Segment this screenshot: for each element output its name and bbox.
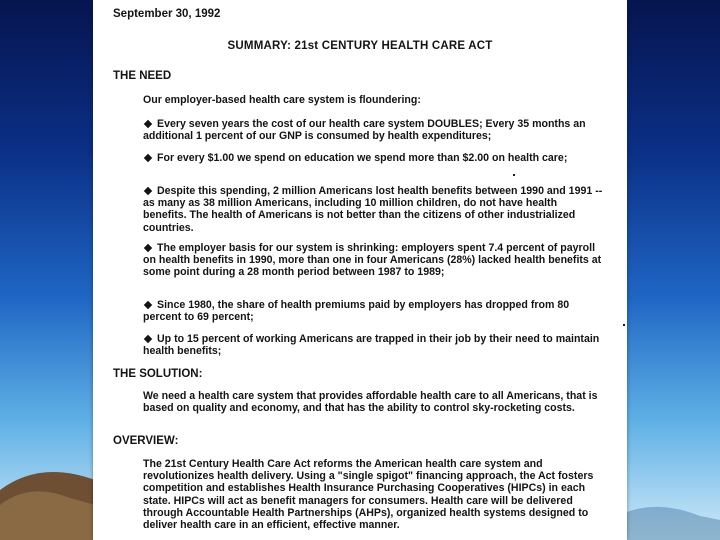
bullet-diamond-icon <box>144 153 152 161</box>
bullet-text: Since 1980, the share of health premiums paid by employers has dropped from 80 percent to 69 percent; <box>143 299 570 324</box>
bullet-diamond-icon <box>144 119 152 127</box>
need-heading: THE NEED <box>113 70 172 82</box>
bullet-text: Every seven years the cost of our health care system DOUBLES; Every 35 months an additional 1 percent of our GNP is consumed by health expenditures; <box>143 118 586 143</box>
overview-heading: OVERVIEW: <box>113 435 179 447</box>
need-bullet <box>143 299 603 323</box>
bullet-text: For every $1.00 we spend on education we spend more than $2.00 on health care; <box>157 152 568 164</box>
need-bullet <box>143 185 603 234</box>
need-bullet <box>143 118 603 142</box>
bullet-text: The employer basis for our system is shrinking: employers spent 7.4 percent of payroll on health benefits in 1990, more than one in four Americans (28%) lacked health benefits at some point during a 28 month period between 1987 to 1989; <box>143 242 602 279</box>
speck-mark <box>623 324 625 326</box>
need-bullet <box>143 333 603 357</box>
solution-text: We need a health care system that provides affordable health care to all Americans, that is based on quality and economy, and that has the ability to control sky-rocketing costs. <box>143 390 598 415</box>
need-intro: Our employer-based health care system is floundering: <box>143 94 421 106</box>
document-title: SUMMARY: 21st CENTURY HEALTH CARE ACT <box>227 40 493 52</box>
document-date: September 30, 1992 <box>113 8 221 20</box>
overview-text: The 21st Century Health Care Act reforms the American health care system and revolutionizes health delivery. Using a "single spigot" financing approach, the Act fosters competition and establishes Health Insurance Purchasing Cooperatives (HIPCs) in each state. HIPCs will act as benefit managers for consumers. Health care will be delivered through Accountable Health Partnerships (AHPs), organized health systems designed to deliver health care in an efficient, effective manner. <box>143 458 594 532</box>
bullet-diamond-icon <box>144 334 152 342</box>
bullet-text: Up to 15 percent of working Americans are trapped in their job by their need to maintain health benefits; <box>143 333 600 358</box>
solution-heading: THE SOLUTION: <box>113 368 203 380</box>
document-page <box>93 0 627 540</box>
bullet-diamond-icon <box>144 186 152 194</box>
bullet-diamond-icon <box>144 243 152 251</box>
need-bullet <box>143 242 603 279</box>
bullet-text: Despite this spending, 2 million Americans lost health benefits between 1990 and 1991 -- as many as 38 million Americans, including 10 million children, do not have health benefits. The health of Americans is not better than the citizens of other industrialized countries. <box>143 185 603 234</box>
speck-mark <box>513 174 515 176</box>
need-bullet <box>143 152 603 164</box>
bullet-diamond-icon <box>144 300 152 308</box>
